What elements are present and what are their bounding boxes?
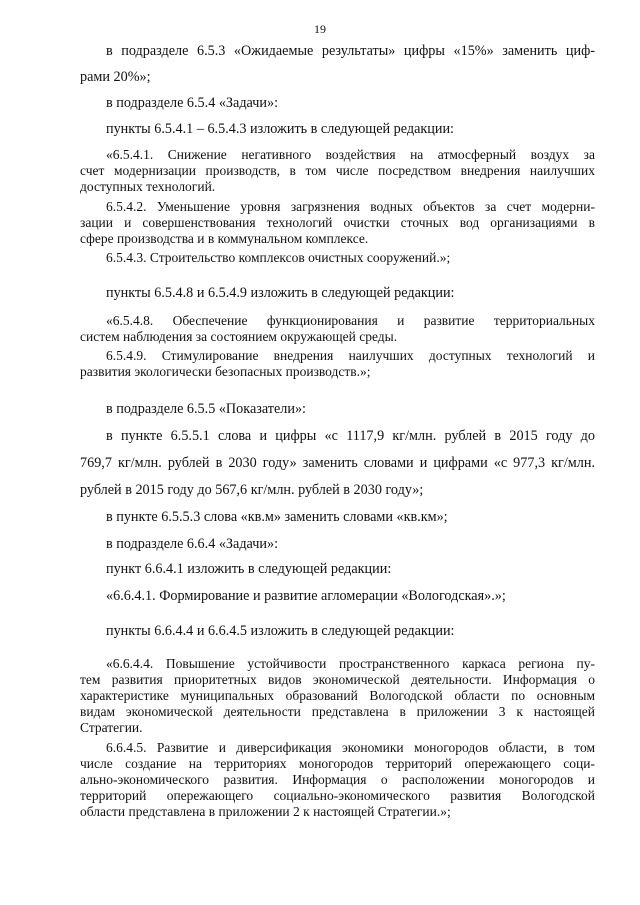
text-line: рами 20%»; <box>80 69 151 85</box>
text-line: тем развития приоритетных видов экономической деятельности. Информация о <box>80 672 595 687</box>
text-line: в пункте 6.5.5.1 слова и цифры «с 1117,9 кг/млн. рублей в 2015 году до <box>106 428 595 444</box>
text-line: в подразделе 6.5.4 «Задачи»: <box>106 95 279 111</box>
text-line: 6.5.4.2. Уменьшение уровня загрязнения водных объектов за счет модерни- <box>106 199 595 214</box>
text-line: характеристике муниципальных образований Вологодской области по основным <box>80 688 595 703</box>
text-line: области представлена в приложении 2 к настоящей Стратегии.»; <box>80 804 451 819</box>
text-line: 6.6.4.5. Развитие и диверсификация экономики моногородов области, в том <box>106 740 595 755</box>
text-line: видам экономической деятельности представлена в приложении 3 к настоящей <box>80 704 595 719</box>
text-line: Стратегии. <box>80 720 143 735</box>
text-line: пункты 6.6.4.4 и 6.6.4.5 изложить в следующей редакции: <box>106 623 455 639</box>
text-line: сфере производства и в коммунальном комплексе. <box>80 231 369 246</box>
text-line: 769,7 кг/млн. рублей в 2030 году» заменить словами и цифрами «с 977,3 кг/млн. <box>80 455 595 471</box>
text-line: систем наблюдения за состоянием окружающей среды. <box>80 329 398 344</box>
text-line: развития экологически безопасных производств.»; <box>80 364 371 379</box>
text-line: счет модернизации производств, в том числе посредством внедрения наилучших <box>80 163 595 178</box>
text-line: в пункте 6.5.5.3 слова «кв.м» заменить словами «кв.км»; <box>106 509 448 525</box>
text-line: 6.5.4.9. Стимулирование внедрения наилучших доступных технологий и <box>106 348 595 363</box>
text-line: «6.6.4.1. Формирование и развитие агломерации «Вологодская».»; <box>106 588 506 604</box>
text-line: ально-экономического развития. Информация о расположении моногородов и <box>80 772 595 787</box>
text-line: в подразделе 6.5.5 «Показатели»: <box>106 401 306 417</box>
text-line: «6.6.4.4. Повышение устойчивости пространственного каркаса региона пу- <box>106 656 595 671</box>
text-line: пункты 6.5.4.1 – 6.5.4.3 изложить в следующей редакции: <box>106 121 454 137</box>
text-line: доступных технологий. <box>80 179 216 194</box>
text-line: пункт 6.6.4.1 изложить в следующей редакции: <box>106 561 392 577</box>
text-line: зации и совершенствования технологий очистки сточных вод организациями в <box>80 215 595 230</box>
text-line: «6.5.4.1. Снижение негативного воздействия на атмосферный воздух за <box>106 147 595 162</box>
text-line: «6.5.4.8. Обеспечение функционирования и развитие территориальных <box>106 313 595 328</box>
text-line: числе создание на территориях моногородов территорий опережающего соци- <box>80 756 595 771</box>
text-line: рублей в 2015 году до 567,6 кг/млн. рублей в 2030 году»; <box>80 482 424 498</box>
text-line: в подразделе 6.5.3 «Ожидаемые результаты» цифры «15%» заменить циф- <box>106 43 595 59</box>
text-line: 6.5.4.3. Строительство комплексов очистных сооружений.»; <box>106 250 451 265</box>
page-number: 19 <box>314 22 326 36</box>
text-line: в подразделе 6.6.4 «Задачи»: <box>106 536 279 552</box>
text-line: территорий опережающего социально-экономического развития Вологодской <box>80 788 595 803</box>
text-line: пункты 6.5.4.8 и 6.5.4.9 изложить в следующей редакции: <box>106 285 455 301</box>
